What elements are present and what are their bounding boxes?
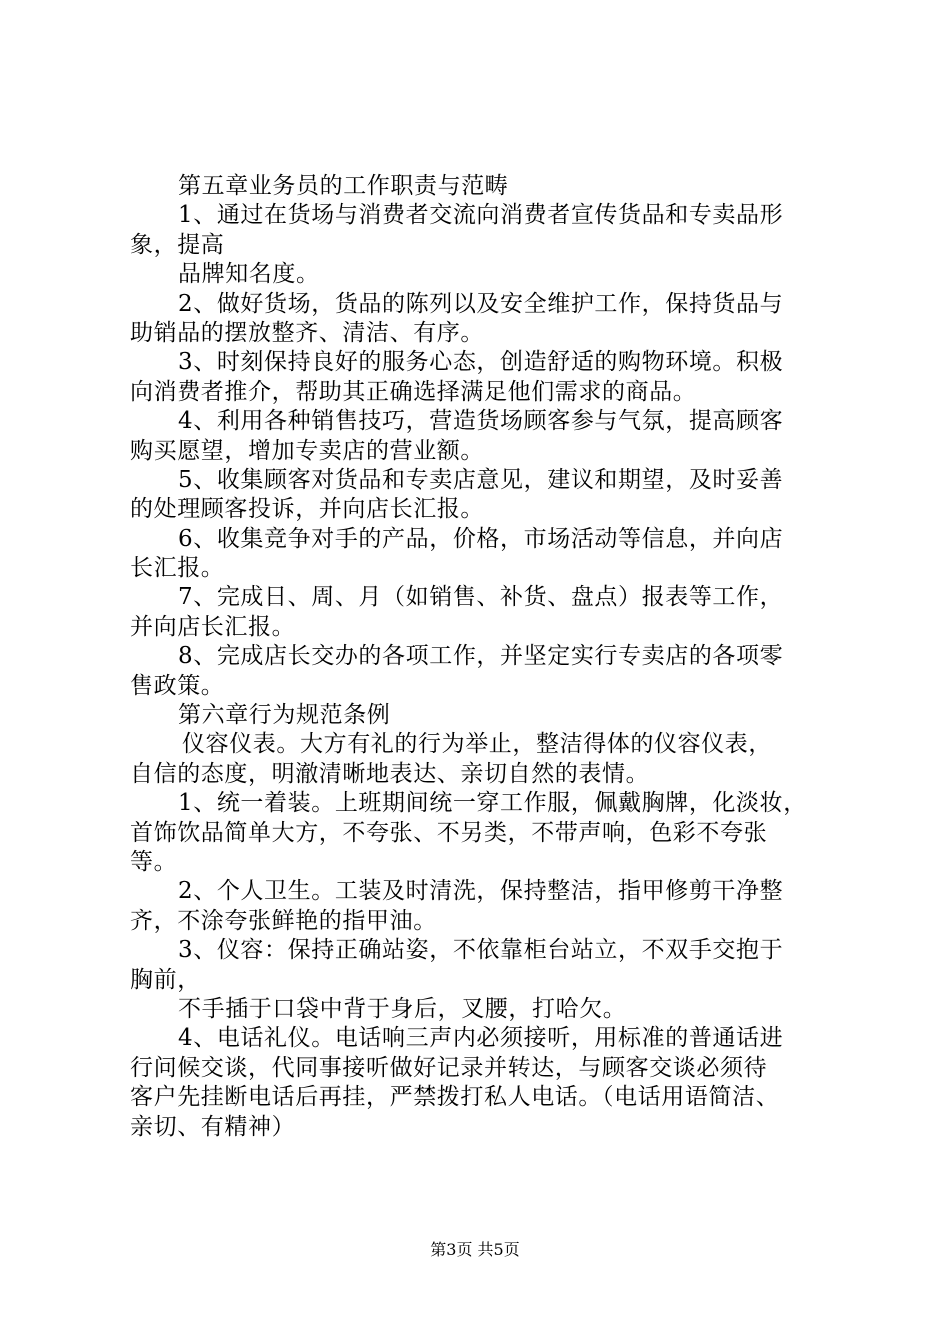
page-footer: 第3页 共5页: [430, 1240, 520, 1259]
text-line: 7、完成日、周、月（如销售、补货、盘点）报表等工作，: [178, 584, 784, 611]
text-line: 亲切、有精神）: [130, 1113, 296, 1140]
text-line: 仪容仪表。大方有礼的行为举止，整洁得体的仪容仪表，: [182, 731, 772, 758]
text-line: 2、个人卫生。工装及时清洗，保持整洁，指甲修剪干净整: [178, 878, 784, 905]
text-line: 首饰饮品简单大方，不夸张、不另类，不带声响，色彩不夸张: [130, 819, 768, 846]
text-line: 长汇报。: [130, 555, 225, 582]
text-line: 6、收集竞争对手的产品，价格，市场活动等信息，并向店: [178, 525, 784, 552]
document-body: [130, 172, 840, 1142]
text-line: 齐，不涂夸张鲜艳的指甲油。: [130, 907, 437, 934]
text-line: 行问候交谈，代同事接听做好记录并转达，与顾客交谈必须待: [130, 1054, 768, 1081]
text-line: 不手插于口袋中背于身后，叉腰，打哈欠。: [178, 995, 627, 1022]
text-line: 8、完成店长交办的各项工作，并坚定实行专卖店的各项零: [178, 643, 784, 670]
text-line: 向消费者推介，帮助其正确选择满足他们需求的商品。: [130, 378, 697, 405]
text-line: 第六章行为规范条例: [178, 702, 391, 729]
text-line: 自信的态度，明澈清晰地表达、亲切自然的表情。: [130, 760, 650, 787]
text-line: 并向店长汇报。: [130, 613, 296, 640]
text-line: 等。: [130, 848, 178, 875]
text-line: 品牌知名度。: [178, 261, 320, 288]
text-line: 1、统一着装。上班期间统一穿工作服，佩戴胸牌，化淡妆，: [178, 790, 807, 817]
text-line: 2、做好货场，货品的陈列以及安全维护工作，保持货品与: [178, 290, 784, 317]
text-line: 的处理顾客投诉，并向店长汇报。: [130, 496, 484, 523]
text-line: 售政策。: [130, 672, 225, 699]
text-line: 客户先挂断电话后再挂，严禁拨打私人电话。（电话用语简洁、: [130, 1084, 780, 1111]
text-line: 4、电话礼仪。电话响三声内必须接听，用标准的普通话进: [178, 1025, 784, 1052]
text-line: 3、时刻保持良好的服务心态，创造舒适的购物环境。积极: [178, 349, 784, 376]
text-line: 第五章业务员的工作职责与范畴: [178, 173, 509, 199]
text-line: 购买愿望，增加专卖店的营业额。: [130, 437, 484, 464]
text-line: 1、通过在货场与消费者交流向消费者宣传货品和专卖品形: [178, 202, 784, 229]
text-line: 胸前，: [130, 966, 201, 993]
text-line: 象，提高: [130, 231, 225, 258]
text-line: 5、收集顾客对货品和专卖店意见，建议和期望，及时妥善: [178, 466, 784, 493]
text-line: 4、利用各种销售技巧，营造货场顾客参与气氛，提高顾客: [178, 408, 784, 435]
text-line: 助销品的摆放整齐、清洁、有序。: [130, 319, 484, 346]
text-line: 3、仪容：保持正确站姿，不依靠柜台站立，不双手交抱于: [178, 937, 784, 964]
